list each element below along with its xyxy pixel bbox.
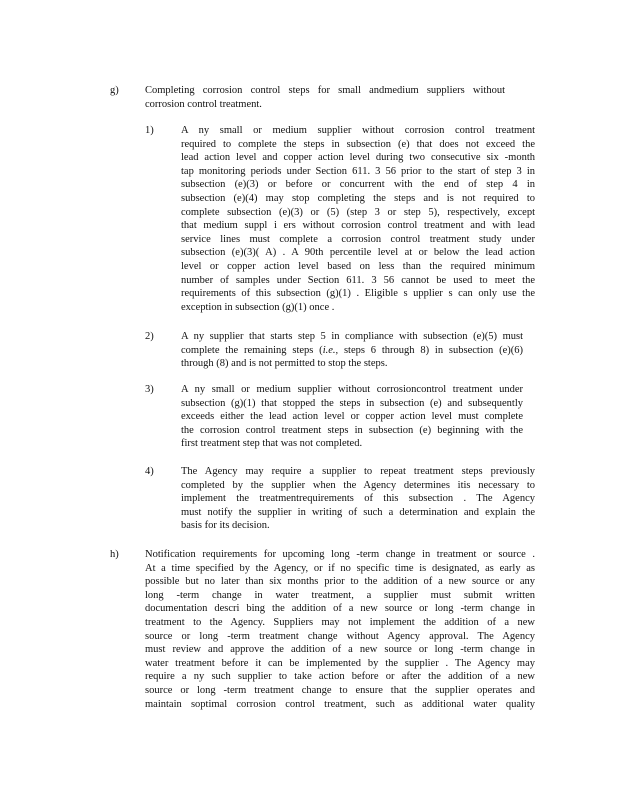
text-line: implement the treatmentrequirements of this subsection . The Agency — [181, 493, 535, 505]
text-line: through (8) and is not permitted to stop the steps. — [181, 358, 388, 370]
item-3-paragraph — [181, 383, 523, 451]
text-line: long -term change in water treatment, a supplier must submit written — [145, 589, 535, 601]
text-line: At a time specified by the Agency, or if no specific time is designated, as early as — [145, 562, 535, 574]
text-line: must notify the supplier in writing of such a determination and explain the — [181, 506, 535, 518]
text-line: maintain soptimal corrosion control treatment, such as additional water quality — [145, 698, 535, 710]
text-fragment: steps 6 through 8) in subsection (e)(6) — [338, 344, 523, 356]
text-line: requirements of this subsection (g)(1) . Eligible s upplier s can only use the — [181, 288, 535, 300]
text-line: require a ny such supplier to take action before or after the addition of a new — [145, 671, 535, 683]
text-line: source or long -term treatment change to ensure that the supplier operates and — [145, 684, 535, 696]
text-line: treatment to the Agency. Suppliers may not implement the addition of a new — [145, 616, 535, 628]
text-line: number of samples under Section 611. 3 56 cannot be used to meet the — [181, 274, 535, 286]
text-line: A ny supplier that starts step 5 in compliance with subsection (e)(5) must — [181, 331, 523, 342]
text-line: complete subsection (e)(3) or (5) (step 3 or step 5), respectively, except — [181, 206, 535, 218]
text-line: subsection (g)(1) that stopped the steps in subsection (e) and subsequently — [181, 397, 523, 409]
text-line: must review and approve the addition of a new source or long -term change in — [145, 644, 535, 656]
text-line: Notification requirements for upcoming long -term change in treatment or source . — [145, 549, 535, 560]
text-line: Completing corrosion control steps for small andmedium suppliers without — [145, 85, 505, 96]
text-line: A ny small or medium supplier without corrosion control treatment — [181, 125, 535, 136]
text-line: service lines must complete a corrosion control treatment study under — [181, 233, 535, 245]
section-g-heading — [145, 84, 505, 111]
text-line: subsection (e)(3) or before or concurrent with the end of step 4 in — [181, 179, 535, 191]
text-line: lead action level and copper action level during two consecutive six -month — [181, 152, 535, 164]
item-2-paragraph — [181, 330, 523, 371]
item-2-label: 2) — [145, 331, 154, 342]
text-line: completed by the supplier when the Agency determines itis necessary to — [181, 479, 535, 491]
text-line: basis for its decision. — [181, 520, 270, 532]
text-line: subsection (e)(3)( A) . A 90th percentile level at or below the lead action — [181, 247, 535, 259]
text-line: level or copper action level based on less than the required minimum — [181, 260, 535, 272]
text-line: that medium suppl i ers without corrosion control treatment and with lead — [181, 220, 535, 232]
text-line: required to complete the steps in subsection (e) that does not exceed the — [181, 138, 535, 150]
text-line: subsection (e)(4) may stop completing the steps and is not required to — [181, 192, 535, 204]
text-line: possible but no later than six months prior to the addition of a new source or any — [145, 576, 535, 588]
text-line: tap monitoring periods under Section 611. 3 56 prior to the start of step 3 in — [181, 165, 535, 177]
item-4-label: 4) — [145, 466, 154, 477]
text-line: the corrosion control treatment steps in subsection (e) beginning with the — [181, 424, 523, 436]
text-line: The Agency may require a supplier to repeat treatment steps previously — [181, 466, 535, 477]
section-g-label: g) — [110, 85, 119, 96]
item-4-paragraph — [181, 465, 535, 533]
text-line: water treatment before it can be implemented by the supplier . The Agency may — [145, 657, 535, 669]
item-3-label: 3) — [145, 384, 154, 395]
item-1-label: 1) — [145, 125, 154, 136]
text-line: exception in subsection (g)(1) once . — [181, 301, 335, 313]
text-line: exceeds either the lead action level or copper action level must complete — [181, 411, 523, 423]
text-line: source or long -term treatment change without Agency approval. The Agency — [145, 630, 535, 642]
item-1-paragraph — [181, 124, 535, 314]
italic-abbreviation: i.e., — [322, 344, 339, 356]
section-h-label: h) — [110, 549, 119, 560]
text-fragment: complete the remaining steps ( — [181, 344, 323, 356]
text-line: corrosion control treatment. — [145, 98, 262, 110]
text-line-with-italic — [181, 344, 523, 358]
text-line: A ny small or medium supplier without corrosioncontrol treatment under — [181, 384, 523, 395]
text-line: first treatment step that was not completed. — [181, 438, 363, 450]
section-h-paragraph — [145, 548, 535, 711]
text-line: documentation descri bing the addition of a new source or long -term change in — [145, 603, 535, 615]
